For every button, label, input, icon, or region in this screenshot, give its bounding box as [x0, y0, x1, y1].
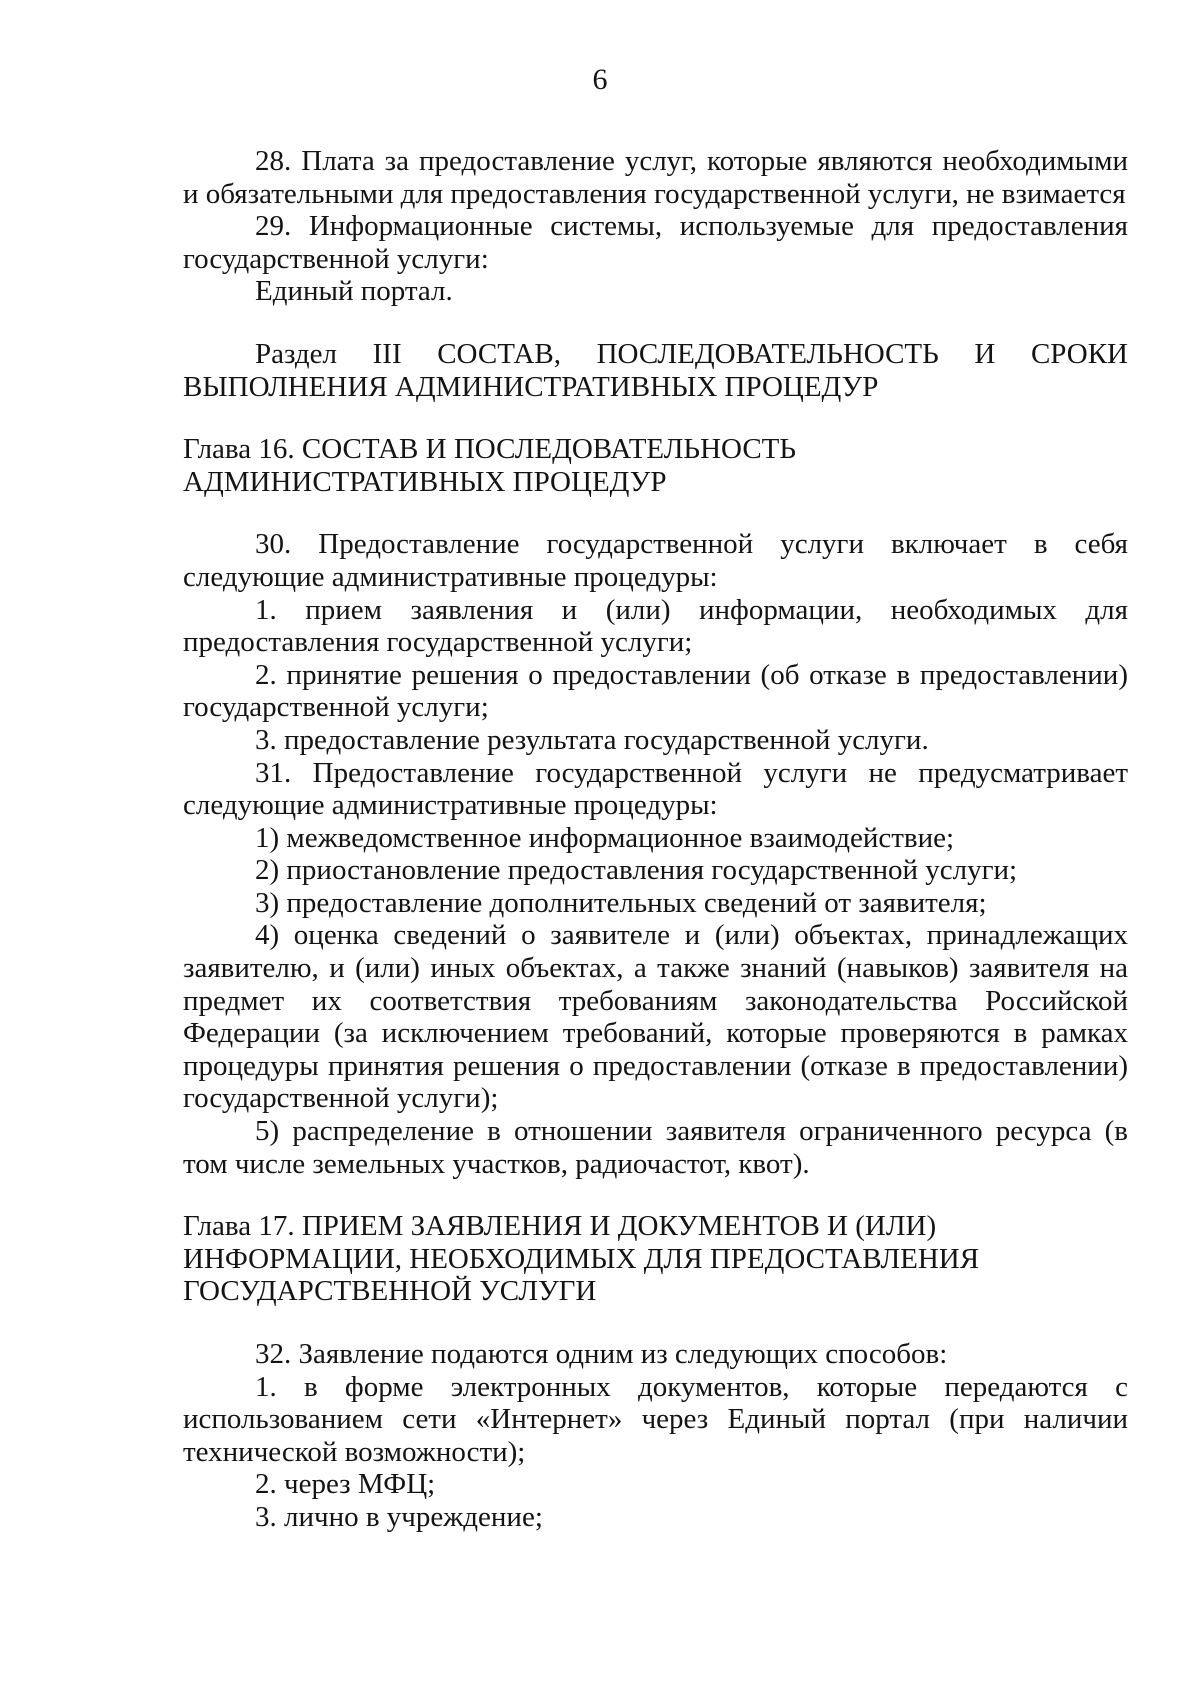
spacer	[183, 1180, 1128, 1210]
list-item: 5) распределение в отношении заявителя ограниченного ресурса (в том числе земельных участков, радиочастот, квот).	[183, 1115, 1128, 1180]
paragraph-30: 30. Предоставление государственной услуги включает в себя следующие административные процедуры:	[183, 528, 1128, 593]
spacer	[183, 403, 1128, 433]
paragraph-single-portal: Единый портал.	[255, 275, 453, 308]
list-item: 4) оценка сведений о заявителе и (или) объектах, принадлежащих заявителю, и (или) иных объектах, а также знаний (навыков) заявителя на предмет их соответствия требованиям законодательства Российской Федерации (за исключением требований, которые проверяются в рамках процедуры принятия решения о предоставлении (отказе в предоставлении) государственной услуги);	[183, 919, 1128, 1115]
list-item: 3. лично в учреждение;	[255, 1500, 543, 1533]
spacer	[183, 1308, 1128, 1338]
chapter-16-heading	[183, 433, 1128, 498]
paragraph-31: 31. Предоставление государственной услуги не предусматривает следующие административные процедуры:	[183, 756, 1128, 822]
list-item: 1) межведомственное информационное взаимодействие;	[255, 821, 955, 854]
paragraph-29: 29. Информационные системы, используемые для предоставления государственной услуги:	[183, 210, 1128, 275]
list-item: 2. принятие решения о предоставлении (об отказе в предоставлении) государственной услуги;	[183, 658, 1128, 724]
list-item: 3. предоставление результата государственной услуги.	[255, 723, 929, 756]
paragraph-28: 28. Плата за предоставление услуг, которые являются необходимыми и обязательными для предоставления государственной услуги, не взимается	[183, 145, 1128, 210]
chapter-16-title-line2: АДМИНИСТРАТИВНЫХ ПРОЦЕДУР	[183, 465, 667, 498]
chapter-17-title-line1: Глава 17. ПРИЕМ ЗАЯВЛЕНИЯ И ДОКУМЕНТОВ И (ИЛИ)	[183, 1210, 937, 1243]
page-number: 6	[592, 63, 608, 96]
chapter-17-heading	[183, 1210, 1128, 1308]
list-item: 1. прием заявления и (или) информации, необходимых для предоставления государственной услуги;	[183, 593, 1128, 659]
list-item: 1. в форме электронных документов, которые передаются с использованием сети «Интернет» через Единый портал (при наличии технической возможности);	[183, 1370, 1128, 1468]
list-item: 3) предоставление дополнительных сведений от заявителя;	[255, 886, 987, 919]
list-item: 2. через МФЦ;	[255, 1468, 436, 1501]
spacer	[183, 498, 1128, 528]
list-item: 2) приостановление предоставления государственной услуги;	[255, 854, 1018, 887]
chapter-16-title-line1: Глава 16. СОСТАВ И ПОСЛЕДОВАТЕЛЬНОСТЬ	[183, 433, 797, 466]
chapter-17-title-line2: ИНФОРМАЦИИ, НЕОБХОДИМЫХ ДЛЯ ПРЕДОСТАВЛЕНИЯ	[183, 1242, 980, 1275]
section-heading: Раздел III СОСТАВ, ПОСЛЕДОВАТЕЛЬНОСТЬ И СРОКИ ВЫПОЛНЕНИЯ АДМИНИСТРАТИВНЫХ ПРОЦЕДУР	[183, 337, 1128, 403]
chapter-17-title-line3: ГОСУДАРСТВЕННОЙ УСЛУГИ	[183, 1275, 597, 1308]
document-body	[183, 145, 1128, 1534]
spacer	[183, 308, 1128, 338]
paragraph-32: 32. Заявление подаются одним из следующих способов:	[255, 1338, 948, 1370]
